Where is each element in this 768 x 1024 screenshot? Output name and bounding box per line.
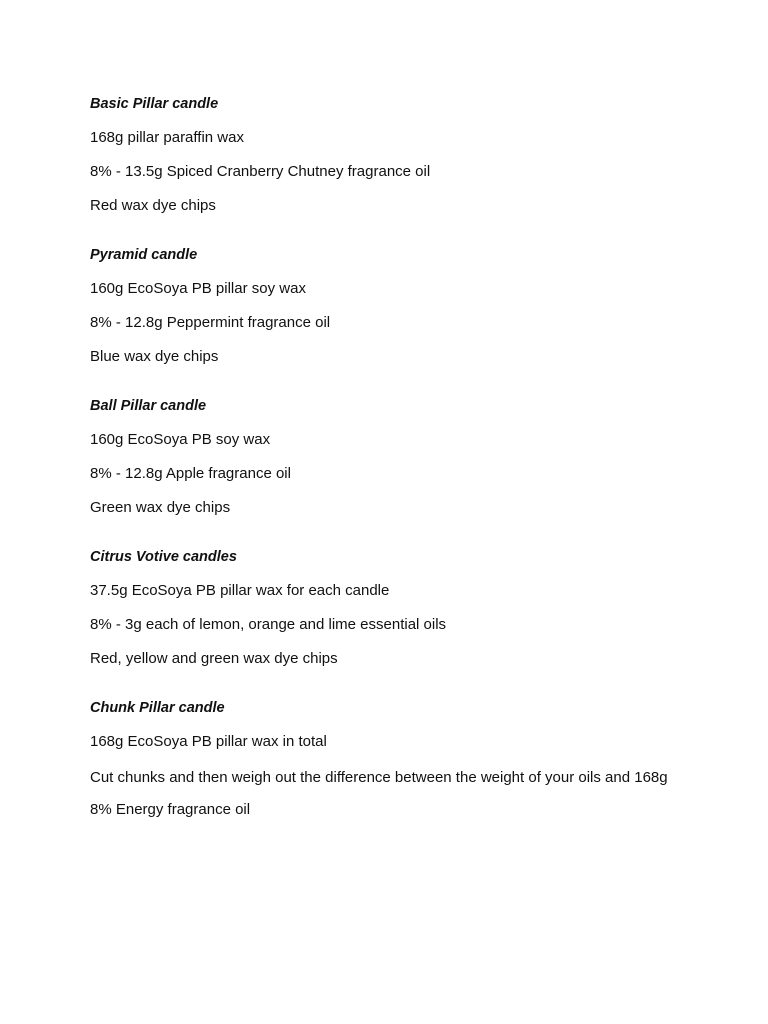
recipe-line: 160g EcoSoya PB soy wax [90, 431, 271, 448]
recipe-line: 8% - 12.8g Apple fragrance oil [90, 465, 291, 482]
recipe-line: 8% - 12.8g Peppermint fragrance oil [90, 314, 331, 331]
recipe-line: 37.5g EcoSoya PB pillar wax for each candle [90, 582, 390, 599]
recipe-line: Blue wax dye chips [90, 348, 219, 365]
recipe-pyramid [90, 245, 690, 367]
recipe-line: Cut chunks and then weigh out the difference between the weight of your oils and 168g [90, 769, 668, 786]
recipe-line: 168g pillar paraffin wax [90, 129, 244, 146]
recipe-basic-pillar [90, 94, 690, 216]
recipe-line: 168g EcoSoya PB pillar wax in total [90, 733, 327, 750]
document-page [90, 94, 690, 820]
recipe-title: Ball Pillar candle [90, 398, 207, 414]
recipe-line: Red, yellow and green wax dye chips [90, 650, 338, 667]
recipe-line: Green wax dye chips [90, 499, 231, 516]
recipe-line: Red wax dye chips [90, 197, 216, 214]
recipe-ball-pillar [90, 396, 690, 518]
recipe-title: Chunk Pillar candle [90, 700, 225, 716]
recipe-citrus-votive [90, 547, 690, 669]
recipe-title: Basic Pillar candle [90, 96, 219, 112]
recipe-line: 8% - 13.5g Spiced Cranberry Chutney fragrance oil [90, 163, 431, 180]
recipe-line: 8% Energy fragrance oil [90, 801, 251, 818]
recipe-title: Citrus Votive candles [90, 549, 237, 565]
recipe-line: 160g EcoSoya PB pillar soy wax [90, 280, 306, 297]
recipe-title: Pyramid candle [90, 247, 198, 263]
recipe-chunk-pillar [90, 698, 690, 820]
recipe-line: 8% - 3g each of lemon, orange and lime essential oils [90, 616, 447, 633]
